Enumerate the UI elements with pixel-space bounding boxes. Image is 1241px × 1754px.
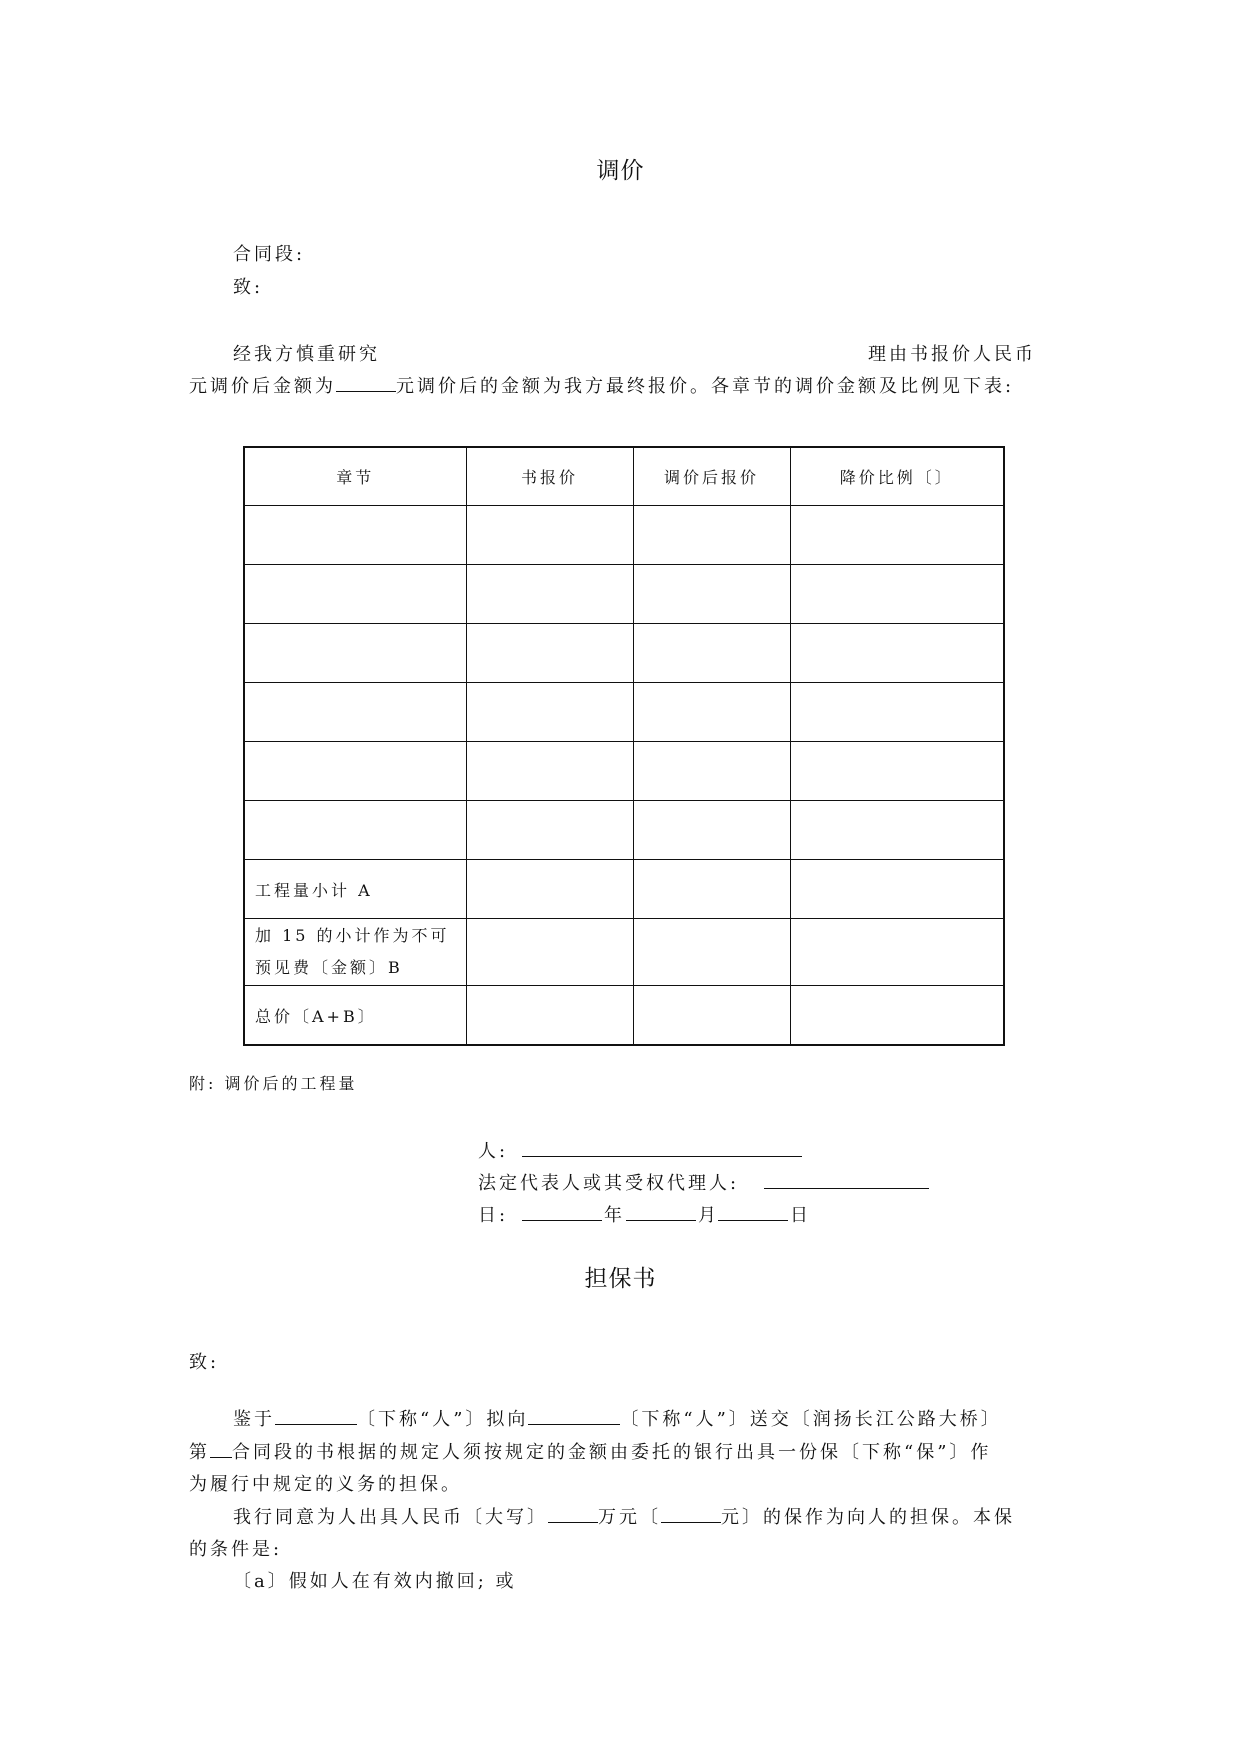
table-cell[interactable] xyxy=(790,506,1004,565)
table-cell[interactable] xyxy=(244,624,466,683)
legal-rep-label: 法定代表人或其受权代理人: xyxy=(478,1173,740,1194)
table-cell[interactable] xyxy=(790,683,1004,742)
table-cell[interactable] xyxy=(790,860,1004,919)
guarantee-l1-a: 鉴于 xyxy=(233,1409,275,1430)
contingency-row xyxy=(244,919,1004,986)
amount-words-blank[interactable] xyxy=(548,1506,598,1523)
date-label: 日: xyxy=(478,1205,509,1226)
price-adjustment-table xyxy=(243,446,1005,1046)
table-cell[interactable] xyxy=(244,565,466,624)
table-cell[interactable] xyxy=(244,742,466,801)
table-header-row xyxy=(244,447,1004,506)
subtotal-label: 工程量小计 A xyxy=(244,860,466,919)
header-chapter: 章节 xyxy=(244,447,466,506)
table-row xyxy=(244,624,1004,683)
table-cell[interactable] xyxy=(466,506,633,565)
table-cell[interactable] xyxy=(633,986,790,1046)
table-cell[interactable] xyxy=(633,742,790,801)
table-cell[interactable] xyxy=(790,624,1004,683)
guarantee-line6: 〔a〕假如人在有效内撤回; 或 xyxy=(233,1571,517,1592)
signer-blank[interactable] xyxy=(522,1140,802,1157)
table-cell[interactable] xyxy=(244,506,466,565)
guarantee-l4-b: 万元〔 xyxy=(598,1507,661,1528)
table-row xyxy=(244,801,1004,860)
guarantee-l1-c: 〔下称“人”〕送交〔润扬长江公路大桥〕 xyxy=(620,1409,1002,1430)
month-blank[interactable] xyxy=(626,1204,696,1221)
guarantee-line3: 为履行中规定的义务的担保。 xyxy=(189,1474,462,1495)
table-cell[interactable] xyxy=(466,919,633,986)
guarantee-l4-c: 元〕的保作为向人的担保。本保 xyxy=(721,1507,1015,1528)
guarantee-line5: 的条件是: xyxy=(189,1539,283,1560)
table-cell[interactable] xyxy=(466,801,633,860)
total-label: 总价〔A+B〕 xyxy=(244,986,466,1046)
contingency-label-line2: 预见费〔金额〕B xyxy=(255,958,403,977)
table-cell[interactable] xyxy=(633,801,790,860)
recipient-blank[interactable] xyxy=(528,1408,620,1425)
year-blank[interactable] xyxy=(522,1204,602,1221)
contract-section-label: 合同段: xyxy=(233,244,306,265)
guarantee-line1 xyxy=(233,1405,1002,1431)
guarantee-l1-b: 〔下称“人”〕拟向 xyxy=(357,1409,529,1430)
table-cell[interactable] xyxy=(633,565,790,624)
day-blank[interactable] xyxy=(718,1204,788,1221)
day-label: 日 xyxy=(790,1205,811,1226)
header-reduction-ratio: 降价比例〔〕 xyxy=(790,447,1004,506)
para1-line1-end: 理由书报价人民币 xyxy=(868,344,1036,365)
table-cell[interactable] xyxy=(466,742,633,801)
contingency-label xyxy=(244,919,466,986)
para1-line1-start: 经我方慎重研究 xyxy=(233,344,380,365)
table-cell[interactable] xyxy=(633,624,790,683)
subtotal-row xyxy=(244,860,1004,919)
table-cell[interactable] xyxy=(633,860,790,919)
amount-blank[interactable] xyxy=(336,375,396,392)
table-cell[interactable] xyxy=(466,683,633,742)
table-cell[interactable] xyxy=(790,801,1004,860)
table-cell[interactable] xyxy=(790,742,1004,801)
amount-figures-blank[interactable] xyxy=(661,1506,721,1523)
guarantee-line4 xyxy=(233,1503,1015,1529)
table-row xyxy=(244,565,1004,624)
table-row xyxy=(244,683,1004,742)
header-bid-price: 书报价 xyxy=(466,447,633,506)
table-cell[interactable] xyxy=(466,565,633,624)
total-row xyxy=(244,986,1004,1046)
table-cell[interactable] xyxy=(466,624,633,683)
guarantee-l2-b: 合同段的书根据的规定人须按规定的金额由委托的银行出具一份保〔下称“保”〕作 xyxy=(232,1442,992,1463)
table-row xyxy=(244,742,1004,801)
guarantee-title: 担保书 xyxy=(584,1266,657,1292)
table-cell[interactable] xyxy=(466,860,633,919)
guarantee-line2 xyxy=(189,1438,991,1464)
table-cell[interactable] xyxy=(790,986,1004,1046)
to-label: 致: xyxy=(233,277,264,298)
guarantee-l2-a: 第 xyxy=(189,1442,210,1463)
table-cell[interactable] xyxy=(466,986,633,1046)
table-row xyxy=(244,506,1004,565)
year-label: 年 xyxy=(604,1205,625,1226)
month-label: 月 xyxy=(698,1205,719,1226)
to-label-2: 致: xyxy=(189,1352,220,1373)
table-cell[interactable] xyxy=(633,506,790,565)
guarantee-l4-a: 我行同意为人出具人民币〔大写〕 xyxy=(233,1507,548,1528)
para1-line2-a: 元调价后金额为 xyxy=(189,376,336,397)
guarantor-blank[interactable] xyxy=(275,1408,357,1425)
table-cell[interactable] xyxy=(244,683,466,742)
table-cell[interactable] xyxy=(633,683,790,742)
signer-label: 人: xyxy=(478,1141,509,1162)
para1-line2 xyxy=(189,372,1014,398)
table-cell[interactable] xyxy=(790,565,1004,624)
header-adjusted-price: 调价后报价 xyxy=(633,447,790,506)
legal-rep-blank[interactable] xyxy=(764,1172,929,1189)
table-cell[interactable] xyxy=(244,801,466,860)
para1-line2-b: 元调价后的金额为我方最终报价。各章节的调价金额及比例见下表: xyxy=(396,376,1015,397)
page-title: 调价 xyxy=(596,158,645,184)
contingency-label-line1: 加 15 的小计作为不可 xyxy=(255,926,450,945)
table-cell[interactable] xyxy=(790,919,1004,986)
section-number-blank[interactable] xyxy=(210,1441,232,1458)
table-cell[interactable] xyxy=(633,919,790,986)
attachment-note: 附: 调价后的工程量 xyxy=(189,1074,358,1093)
